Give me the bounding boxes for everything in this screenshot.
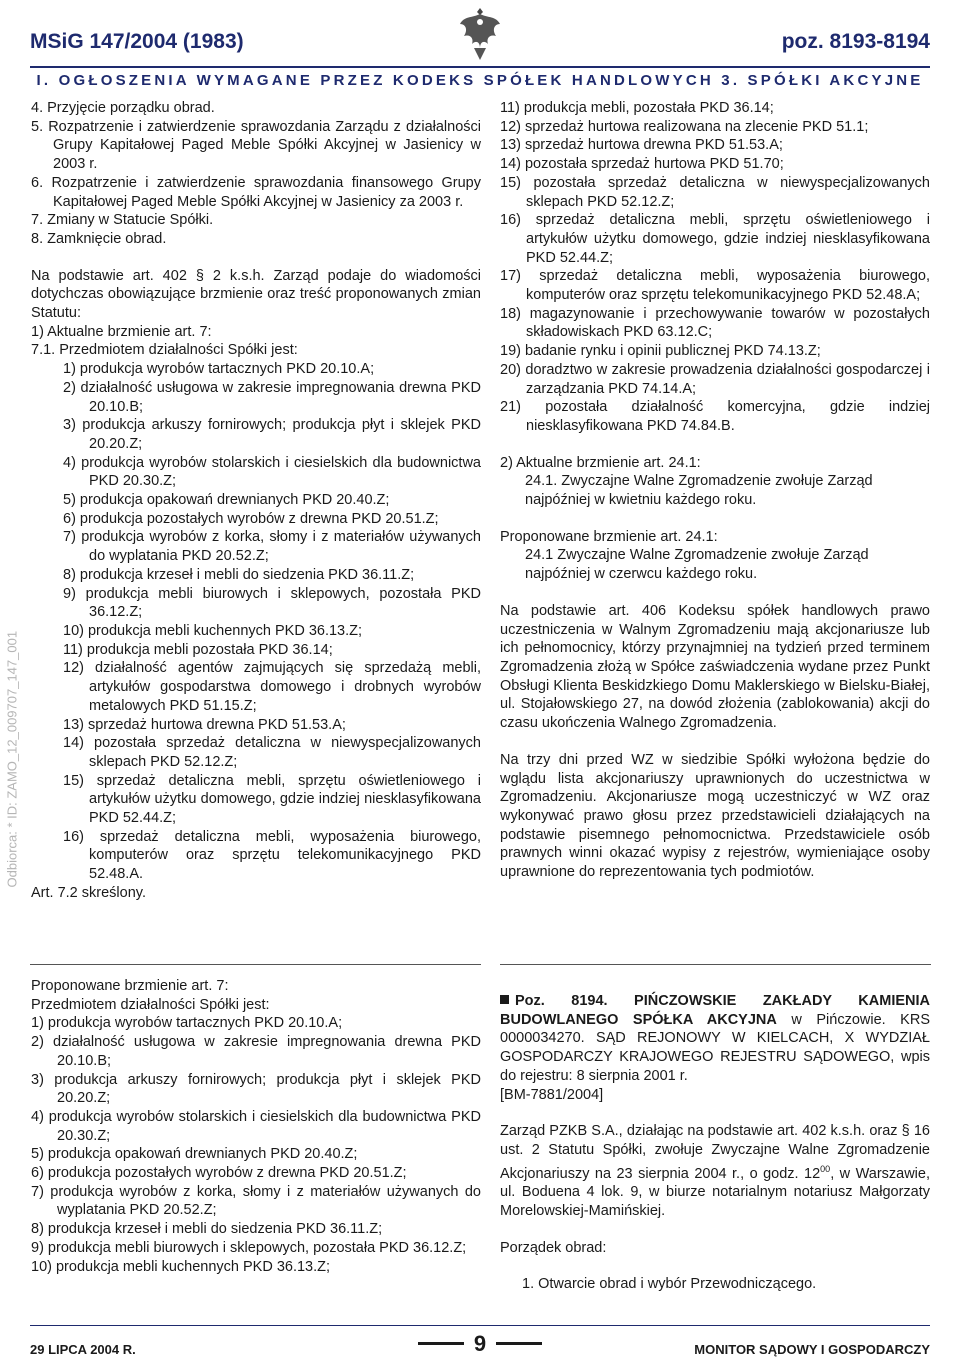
header-divider: [30, 66, 930, 68]
list-item: 8) produkcja krzeseł i mebli do siedzenia PKD 36.11.Z;: [31, 1221, 383, 1238]
section-title: I. OGŁOSZENIA WYMAGANE PRZEZ KODEKS SPÓŁEK HANDLOWYCH 3. SPÓŁKI AKCYJNE: [36, 72, 924, 89]
list-item: 2) działalność usługowa w zakresie impregnowania drewna PKD 20.10.B;: [31, 1034, 481, 1069]
proposed-label: Proponowane brzmienie art. 7:: [31, 978, 229, 994]
list-item: 4) produkcja wyrobów stolarskich i ciesielskich dla budownictwa PKD 20.30.Z;: [31, 1108, 481, 1144]
list-item: 4) produkcja wyrobów stolarskich i ciesielskich dla budownictwa PKD 20.30.Z;: [63, 454, 481, 490]
proposed-24-label: Proponowane brzmienie art. 24.1:: [500, 528, 718, 545]
list-item: 16) sprzedaż detaliczna mebli, sprzętu oświetleniowego i artykułów użytku domowego, gdzie indziej niesklasyfikowana PKD 52.44.Z;: [500, 212, 930, 266]
list-item: 7) produkcja wyrobów z korka, słomy i z materiałów używanych do wyplatania PKD 20.52.Z;: [63, 529, 481, 565]
list-item: 5) produkcja opakowań drewnianych PKD 20.40.Z;: [31, 1146, 358, 1163]
list-item: 5) produkcja opakowań drewnianych PKD 20.40.Z;: [63, 492, 390, 509]
list-item: 3) produkcja arkuszy fornirowych; produkcja płyt i sklejek PKD 20.20.Z;: [63, 417, 481, 452]
subject-label: Przedmiotem działalności Spółki jest:: [31, 996, 270, 1013]
list-item: 15) sprzedaż detaliczna mebli, sprzętu oświetleniowego i artykułów użytku domowego, gdzie indziej niesklasyfikowana PKD 52.44.Z;: [63, 772, 481, 827]
art406-paragraph: Na podstawie art. 406 Kodeksu spółek handlowych prawo uczestniczenia w Walnym Zgromadzeniu mają akcjonariusze lub ich pełnomocnicy, którzy przynajmniej na tydzień przed terminem Zgromadzenia złożą w Spółce zaświadczenia wydane przez Punkt Obsługi Klienta Beskidzkiego Domu Maklerskiego w Bielsku-Białej, ul. Stojałowskiego 27, na dowód złożenia (zablokowania) akcji do czasu ukończenia Walnego Zgromadzenia.: [500, 602, 930, 732]
agenda-item: 8. Zamknięcie obrad.: [31, 230, 167, 247]
list-item: 19) badanie rynku i opinii publicznej PKD 74.13.Z;: [500, 343, 821, 360]
square-bullet-icon: [500, 995, 509, 1004]
agenda-item: 5. Rozpatrzenie i zatwierdzenie sprawozdania Zarządu z działalności Grupy Kapitałowej Paged Meble Spółki Akcyjnej w Jasienicy w 2003 r.: [31, 118, 481, 173]
left-column-bottom: [31, 977, 481, 1276]
current-24-label: 2) Aktualne brzmienie art. 24.1:: [500, 454, 701, 471]
page-header: [30, 0, 930, 100]
list-item: 7) produkcja wyrobów z korka, słomy i z materiałów używanych do wyplatania PKD 20.52.Z;: [31, 1183, 481, 1219]
footer-divider: [30, 1325, 930, 1326]
notice-position: Poz. 8194.: [515, 993, 608, 1009]
current-wording-label: 1) Aktualne brzmienie art. 7:: [31, 323, 212, 340]
footer-date: 29 LIPCA 2004 R.: [30, 1342, 136, 1357]
board-notice-minutes: 00: [820, 1163, 831, 1174]
list-item: 14) pozostała sprzedaż hurtowa PKD 51.70;: [500, 156, 784, 173]
list-item: 10) produkcja mebli kuchennych PKD 36.13.Z;: [31, 1258, 331, 1275]
proposed-24-text: 24.1 Zwyczajne Walne Zgromadzenie zwołuje Zarząd najpóźniej w czerwcu każdego roku.: [525, 547, 869, 583]
board-notice: [500, 1122, 930, 1220]
journal-issue: MSiG 147/2004 (1983): [30, 30, 244, 53]
reference-number: [BM-7881/2004]: [500, 1086, 604, 1103]
list-item: 16) sprzedaż detaliczna mebli, wyposażenia biurowego, komputerów oraz sprzętu telekomunikacyjnego PKD 52.48.A.: [63, 828, 481, 883]
agenda-item: 4. Przyjęcie porządku obrad.: [31, 100, 215, 116]
right-column-top: [500, 99, 930, 882]
list-item: 9) produkcja mebli biurowych i sklepowych, pozostała PKD 36.12.Z;: [31, 1239, 467, 1256]
notice-heading: [500, 992, 930, 1086]
right-column-bottom: [500, 992, 930, 1294]
list-item: 8) produkcja krzeseł i mebli do siedzenia PKD 36.11.Z;: [63, 566, 415, 583]
left-column-top: [31, 99, 481, 903]
agenda-item: 1. Otwarcie obrad i wybór Przewodniczącego.: [522, 1276, 817, 1293]
list-item: 13) sprzedaż hurtowa drewna PKD 51.53.A;: [500, 137, 783, 154]
list-item: 10) produkcja mebli kuchennych PKD 36.13.Z;: [63, 622, 363, 639]
list-item: 11) produkcja mebli pozostała PKD 36.14;: [63, 641, 333, 658]
list-item: 1) produkcja wyrobów tartacznych PKD 20.10.A;: [63, 361, 375, 378]
list-item: 14) pozostała sprzedaż detaliczna w niewyspecjalizowanych sklepach PKD 52.12.Z;: [63, 735, 481, 770]
list-item: 12) sprzedaż hurtowa realizowana na zlecenie PKD 51.1;: [500, 118, 869, 135]
position-range: poz. 8193-8194: [781, 30, 930, 53]
company-registration: w Pińczowie. KRS 0000034270. SĄD REJONOWY W KIELCACH, X WYDZIAŁ GOSPODARCZY KRAJOWEGO REJESTRU SĄDOWEGO, wpis do rejestru: 8 sierpnia 2001 r.: [500, 1011, 930, 1084]
statute-intro: Na podstawie art. 402 § 2 k.s.h. Zarząd podaje do wiadomości dotychczas obowiązujące brzmienie oraz treść proponowanych zmian Statutu:: [31, 267, 481, 322]
board-notice-text-b: , w Warszawie, ul. Boduena 4 lok. 9, w biurze notarialnym notariusz Małgorzaty Morelowskiej-Mamińskiej.: [500, 1165, 930, 1219]
current-24-text: 24.1. Zwyczajne Walne Zgromadzenie zwołuje Zarząd najpóźniej w kwietniu każdego roku.: [525, 473, 873, 509]
list-item: 21) pozostała działalność komercyjna, gdzie indziej niesklasyfikowana PKD 74.84.B.: [500, 399, 930, 434]
list-item: 13) sprzedaż hurtowa drewna PKD 51.53.A;: [63, 716, 346, 733]
list-item: 1) produkcja wyrobów tartacznych PKD 20.10.A;: [31, 1015, 343, 1032]
agenda-label: Porządek obrad:: [500, 1239, 607, 1256]
column-divider-right: [500, 964, 931, 965]
agenda-item: 7. Zmiany w Statucie Spółki.: [31, 212, 214, 229]
list-item: 15) pozostała sprzedaż detaliczna w niewyspecjalizowanych sklepach PKD 52.12.Z;: [500, 174, 930, 210]
list-item: 20) doradztwo w zakresie prowadzenia działalności gospodarczej i zarządzania PKD 74.14.A;: [500, 361, 930, 397]
list-item: 18) magazynowanie i przechowywanie towarów w pozostałych składowiskach PKD 63.12.C;: [500, 305, 930, 341]
list-item: 17) sprzedaż detaliczna mebli, wyposażenia biurowego, komputerów oraz sprzętu telekomunikacyjnego PKD 52.48.A;: [500, 268, 930, 304]
page-footer: [30, 1325, 930, 1355]
column-divider-left: [30, 964, 481, 965]
eagle-emblem-icon: [458, 4, 502, 62]
list-item: 11) produkcja mebli, pozostała PKD 36.14;: [500, 100, 774, 116]
agenda-item: 6. Rozpatrzenie i zatwierdzenie sprawozdania finansowego Grupy Kapitałowej Paged Meble Spółki Akcyjnej w Jasienicy za 2003 r.: [31, 174, 481, 210]
board-notice-text-a: Zarząd PZKB S.A., działając na podstawie art. 402 k.s.h. oraz § 16 ust. 2 Statutu Spółki, zwołuje Zwyczajne Walne Zgromadzenie Akcjonariuszy na 23 sierpnia 2004 r., o godz. 12: [500, 1123, 930, 1182]
list-item: 2) działalność usługowa w zakresie impregnowania drewna PKD 20.10.B;: [63, 379, 481, 415]
watermark-recipient: Odbiorca: * ID: ZAMO_12_009707_147_001: [4, 630, 20, 888]
list-item: 12) działalność agentów zajmujących się sprzedażą mebli, artykułów gospodarstwa domowego i drobnych wyrobów metalowych PKD 51.15.Z;: [63, 660, 481, 714]
subject-label: 7.1. Przedmiotem działalności Spółki jest:: [31, 342, 298, 359]
list-item: 3) produkcja arkuszy fornirowych; produkcja płyt i sklejek PKD 20.20.Z;: [31, 1071, 481, 1107]
list-item: 9) produkcja mebli biurowych i sklepowych, pozostała PKD 36.12.Z;: [63, 585, 481, 621]
publication-name: MONITOR SĄDOWY I GOSPODARCZY: [694, 1342, 930, 1357]
list-item: 6) produkcja pozostałych wyrobów z drewna PKD 20.51.Z;: [31, 1165, 407, 1182]
deleted-article: Art. 7.2 skreślony.: [31, 884, 146, 901]
list-item: 6) produkcja pozostałych wyrobów z drewna PKD 20.51.Z;: [63, 510, 439, 527]
page-number: 9: [30, 1331, 930, 1357]
company-name: PIŃCZOWSKIE ZAKŁADY KAMIENIA BUDOWLANEGO SPÓŁKA AKCYJNA: [500, 993, 930, 1028]
three-days-paragraph: Na trzy dni przed WZ w siedzibie Spółki wyłożona będzie do wglądu lista akcjonariuszy uprawnionych do uczestnictwa w Zgromadzeniu. Akcjonariusze mogą uczestniczyć w WZ oraz wykonywać prawo głosu przez przedstawicieli działających na podstawie pisemnego pełnomocnictwa. Przedstawiciele osób prawnych winni okazać wypisy z rejestrów, wymieniające osoby uprawnione do reprezentowania tych podmiotów.: [500, 751, 930, 881]
